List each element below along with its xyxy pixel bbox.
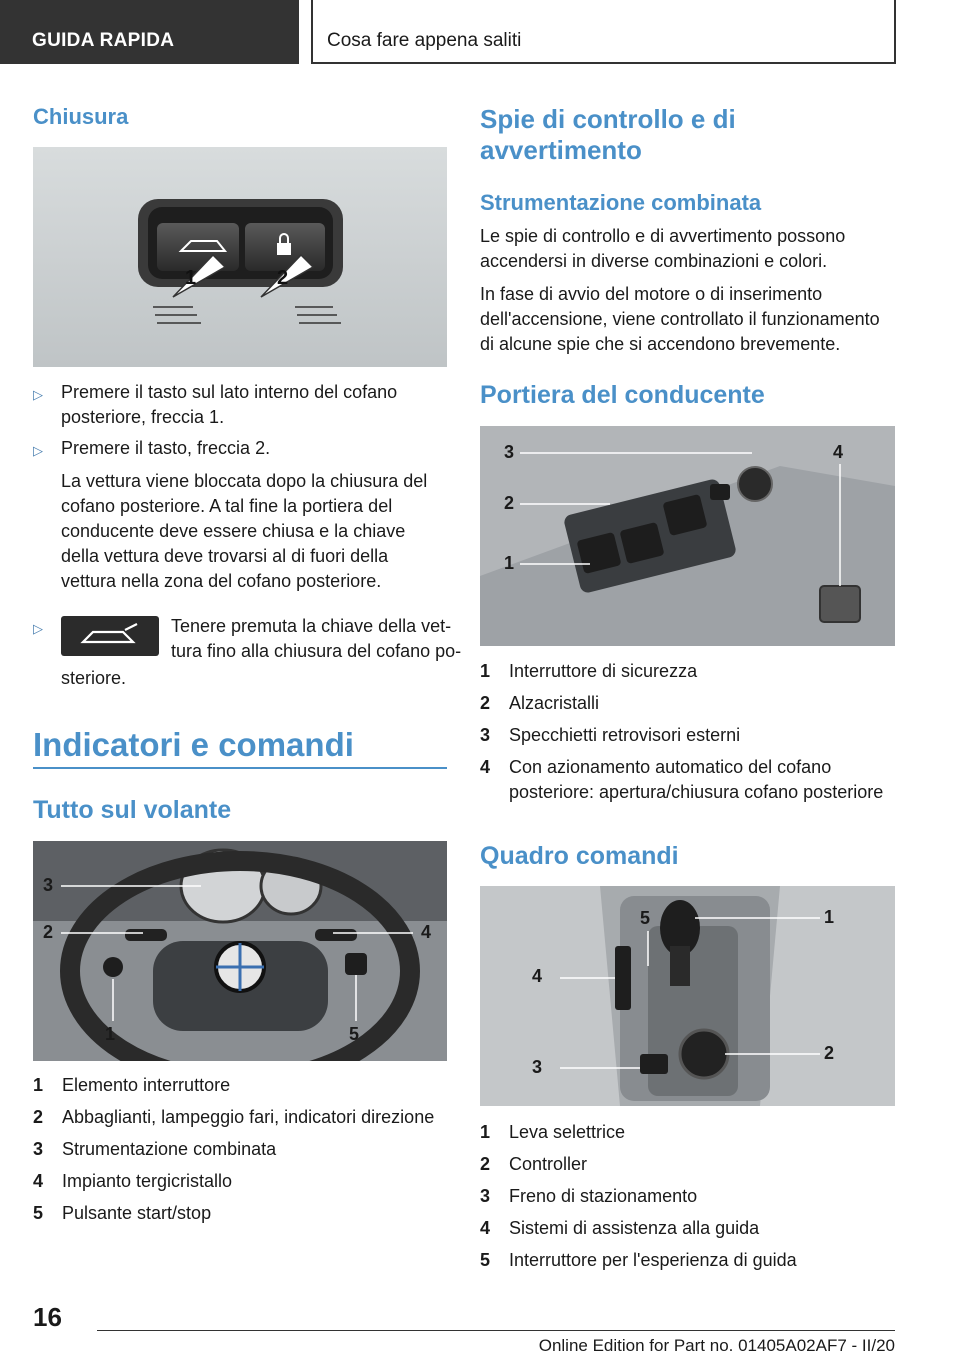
center-console-photo <box>480 886 895 1106</box>
triangle-bullet-icon: ▷ <box>33 387 43 402</box>
callout-2: 2 <box>824 1043 835 1063</box>
spie-heading-line2: avvertimento <box>480 135 642 165</box>
steering-wheel-photo <box>33 841 447 1061</box>
triangle-bullet-icon: ▷ <box>33 443 43 458</box>
section-divider <box>33 767 447 769</box>
footer-divider <box>97 1330 895 1331</box>
triangle-bullet-icon: ▷ <box>33 621 43 636</box>
callout-2: 2 <box>277 267 289 289</box>
page-number: 16 <box>33 1302 62 1332</box>
portiera-heading: Portiera del conducente <box>480 381 765 409</box>
list-item: 3 Strumentazione combinata <box>33 1139 277 1159</box>
header-title-box <box>311 0 896 64</box>
list-item: 2 Controller <box>480 1154 588 1174</box>
header-section-tab <box>0 0 299 64</box>
callout-2: 2 <box>504 493 515 513</box>
callout-2: 2 <box>43 922 54 942</box>
callout-3: 3 <box>504 442 515 462</box>
list-item: 5 Interruttore per l'esperienza di guida <box>480 1250 797 1270</box>
list-item: 2 Alzacristalli <box>480 693 600 713</box>
callout-1: 1 <box>824 907 835 927</box>
callout-1: 1 <box>185 267 197 289</box>
strumentazione-heading: Strumentazione combinata <box>480 190 762 215</box>
callout-4: 4 <box>833 442 844 462</box>
list-item: 1 Leva selettrice <box>480 1122 626 1142</box>
bullet-text-line3: steriore. <box>61 668 127 688</box>
footer-edition: Online Edition for Part no. 01405A02AF7 - II/20 <box>538 1336 895 1355</box>
spie-heading <box>480 104 895 166</box>
callout-5: 5 <box>349 1024 360 1044</box>
strumentazione-paragraph-2: In fase di avvio del motore o di inserimento dell'accensione, viene controllato il funzionamento di alcune spie che si accendono brevemente. <box>480 284 880 354</box>
bullet-text: Premere il tasto sul lato interno del cofano posteriore, freccia 1. <box>61 382 398 427</box>
callout-4: 4 <box>421 922 432 942</box>
callout-1: 1 <box>504 553 515 573</box>
callout-5: 5 <box>640 908 651 928</box>
callout-3: 3 <box>43 875 54 895</box>
quadro-list <box>480 1120 895 1280</box>
header-title: Cosa fare appena saliti <box>327 30 522 51</box>
callout-1: 1 <box>105 1024 116 1044</box>
list-item: 3 Specchietti retrovisori esterni <box>480 725 741 745</box>
quadro-heading: Quadro comandi <box>480 842 679 870</box>
list-item: 4 Impianto tergicristallo <box>33 1171 233 1191</box>
indicatori-heading: Indicatori e comandi <box>33 726 354 763</box>
callout-4: 4 <box>532 966 543 986</box>
bullet-paragraph: La vettura viene bloccata dopo la chiusura del cofano posteriore. A tal fine la portiera del conducente deve essere chiusa e la chiave della vettura deve trovarsi al di fuori della vettura nella zona del cofano posteriore. <box>61 471 428 591</box>
chiusura-heading: Chiusura <box>33 104 129 129</box>
driver-door-photo <box>480 426 895 646</box>
volante-list <box>33 1073 447 1233</box>
list-item: 5 Pulsante start/stop <box>33 1203 212 1223</box>
list-item: 4 Sistemi di assistenza alla guida <box>480 1218 760 1238</box>
bullet-text-line1: Tenere premuta la chiave della vet- <box>171 616 452 636</box>
bullet-text: Premere il tasto, freccia 2. <box>61 438 271 458</box>
tailgate-key-icon <box>61 616 159 656</box>
list-item: 4 Con azionamento automatico del cofano posteriore: apertura/chiusura cofano posteriore <box>480 757 884 802</box>
list-item: 1 Elemento interruttore <box>33 1075 231 1095</box>
chiusura-photo <box>33 147 447 367</box>
list-item: 1 Interruttore di sicurezza <box>480 661 698 681</box>
list-item: 2 Abbaglianti, lampeggio fari, indicatori direzione <box>33 1107 435 1127</box>
bullet-subtext <box>61 469 447 594</box>
volante-heading: Tutto sul volante <box>33 796 232 824</box>
portiera-list <box>480 659 895 812</box>
callout-3: 3 <box>532 1057 543 1077</box>
spie-heading-line1: Spie di controllo e di <box>480 104 736 134</box>
bullet-text-line2: tura fino alla chiusura del cofano po- <box>171 641 462 661</box>
header-section-label: GUIDA RAPIDA <box>32 30 175 51</box>
list-item: 3 Freno di stazionamento <box>480 1186 698 1206</box>
strumentazione-paragraph-1: Le spie di controllo e di avvertimento possono accendersi in diverse combinazioni e colori. <box>480 226 846 271</box>
